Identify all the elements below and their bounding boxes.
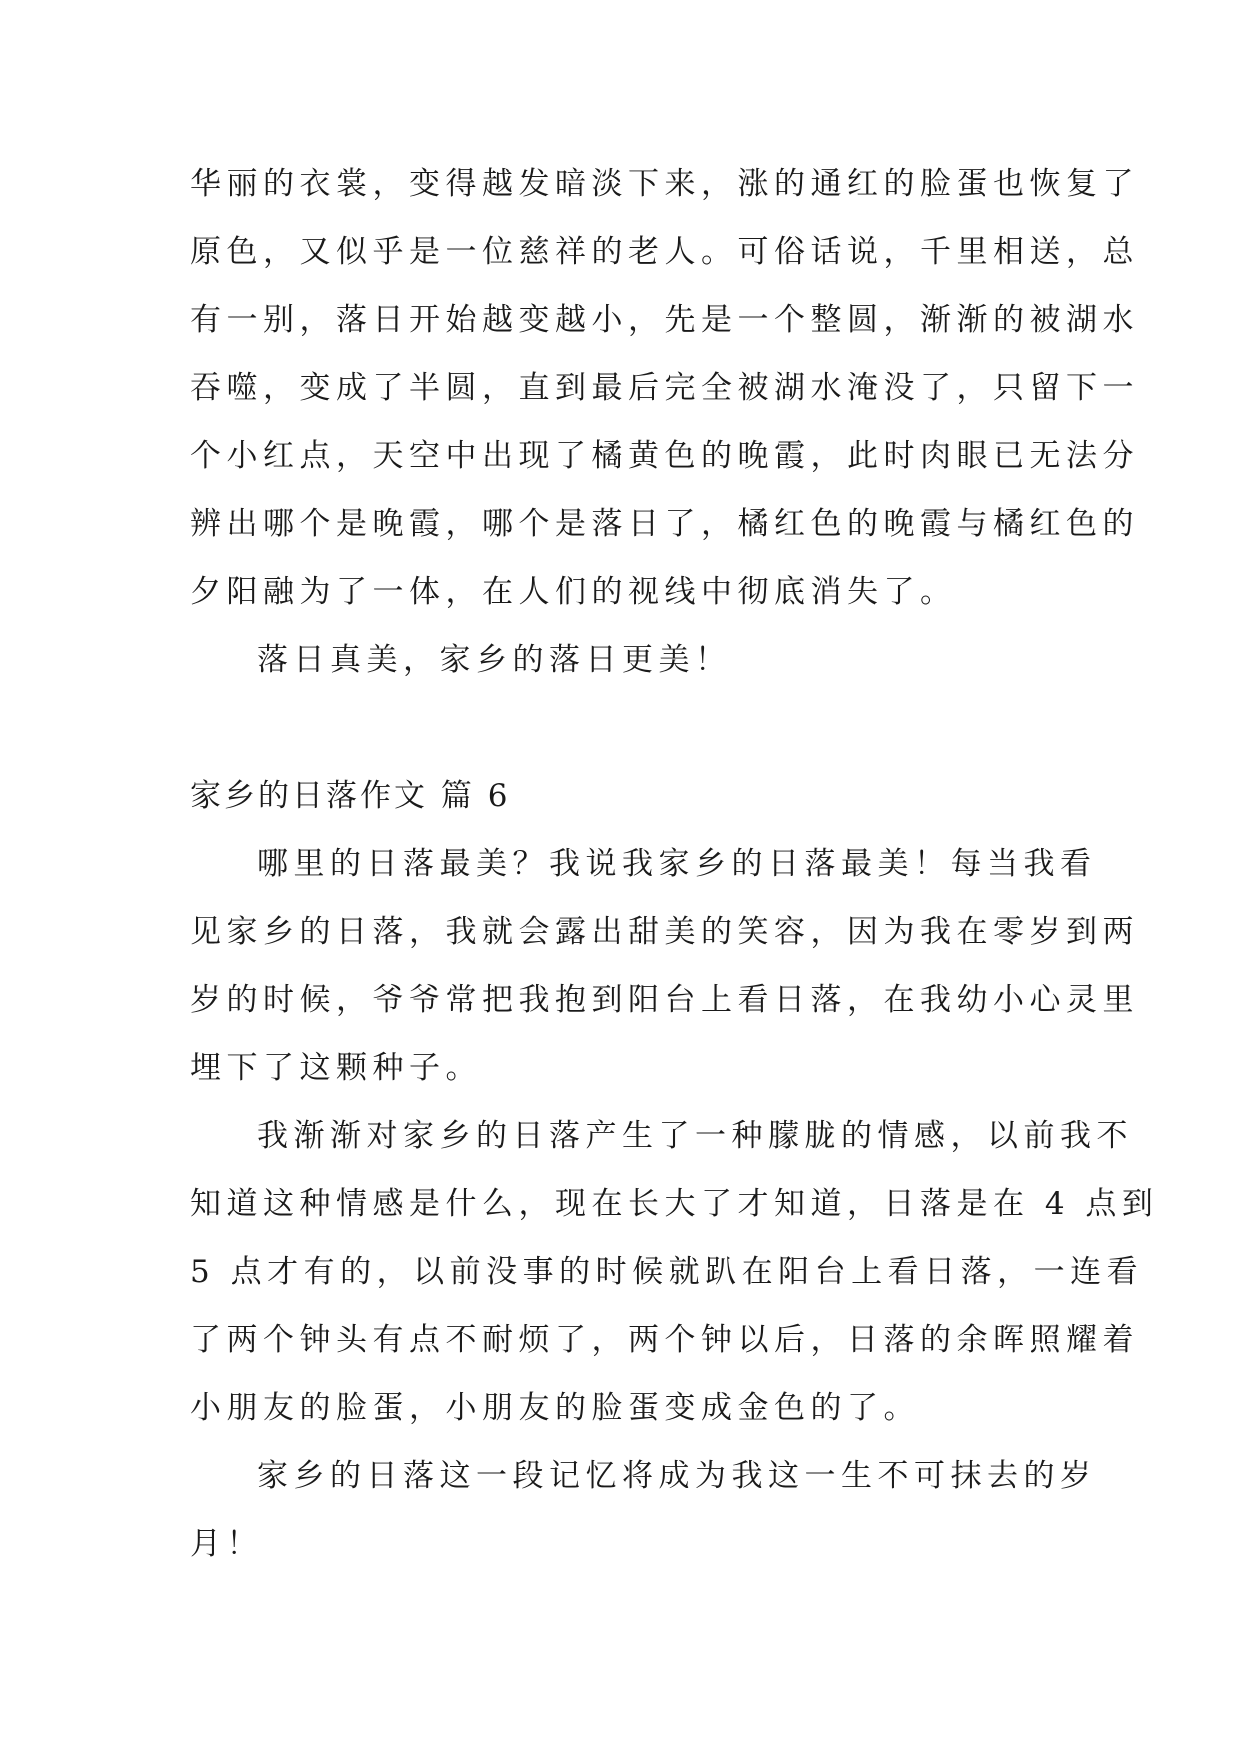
section-spacer bbox=[190, 694, 1060, 762]
paragraph-carryover bbox=[190, 150, 1139, 626]
text-line: 5 点才有的，以前没事的时候就趴在阳台上看日落，一连看 bbox=[190, 1254, 1144, 1290]
text-line: 华丽的衣裳，变得越发暗淡下来，涨的通红的脸蛋也恢复了 bbox=[190, 166, 1139, 202]
text-line: 吞噬，变成了半圆，直到最后完全被湖水淹没了，只留下一 bbox=[190, 370, 1139, 406]
text-line: 知道这种情感是什么，现在长大了才知道，日落是在 4 点到 bbox=[190, 1186, 1159, 1222]
paragraph-1 bbox=[190, 830, 1139, 1102]
text-line: 哪里的日落最美？我说我家乡的日落最美！每当我看 bbox=[257, 846, 1097, 882]
text-line: 月！ bbox=[190, 1526, 263, 1562]
text-line: 辨出哪个是晚霞，哪个是落日了，橘红色的晚霞与橘红色的 bbox=[190, 506, 1139, 542]
section-heading: 家乡的日落作文 篇 6 bbox=[190, 778, 511, 814]
text-line: 夕阳融为了一体，在人们的视线中彻底消失了。 bbox=[190, 574, 957, 610]
text-line: 原色，又似乎是一位慈祥的老人。可俗话说，千里相送，总 bbox=[190, 234, 1139, 270]
text-line: 个小红点，天空中出现了橘黄色的晚霞，此时肉眼已无法分 bbox=[190, 438, 1139, 474]
paragraph-2 bbox=[190, 1102, 1159, 1442]
closing-paragraph: 落日真美，家乡的落日更美！ bbox=[257, 642, 732, 678]
text-line: 家乡的日落这一段记忆将成为我这一生不可抹去的岁 bbox=[257, 1458, 1097, 1494]
text-line: 小朋友的脸蛋，小朋友的脸蛋变成金色的了。 bbox=[190, 1390, 920, 1426]
document-body bbox=[190, 150, 1159, 1578]
text-line: 岁的时候，爷爷常把我抱到阳台上看日落，在我幼小心灵里 bbox=[190, 982, 1139, 1018]
paragraph-3 bbox=[190, 1442, 1097, 1578]
text-line: 埋下了这颗种子。 bbox=[190, 1050, 482, 1086]
text-line: 见家乡的日落，我就会露出甜美的笑容，因为我在零岁到两 bbox=[190, 914, 1139, 950]
text-line: 了两个钟头有点不耐烦了，两个钟以后，日落的余晖照耀着 bbox=[190, 1322, 1139, 1358]
text-line: 我渐渐对家乡的日落产生了一种朦胧的情感，以前我不 bbox=[257, 1118, 1133, 1154]
text-line: 有一别，落日开始越变越小，先是一个整圆，渐渐的被湖水 bbox=[190, 302, 1139, 338]
